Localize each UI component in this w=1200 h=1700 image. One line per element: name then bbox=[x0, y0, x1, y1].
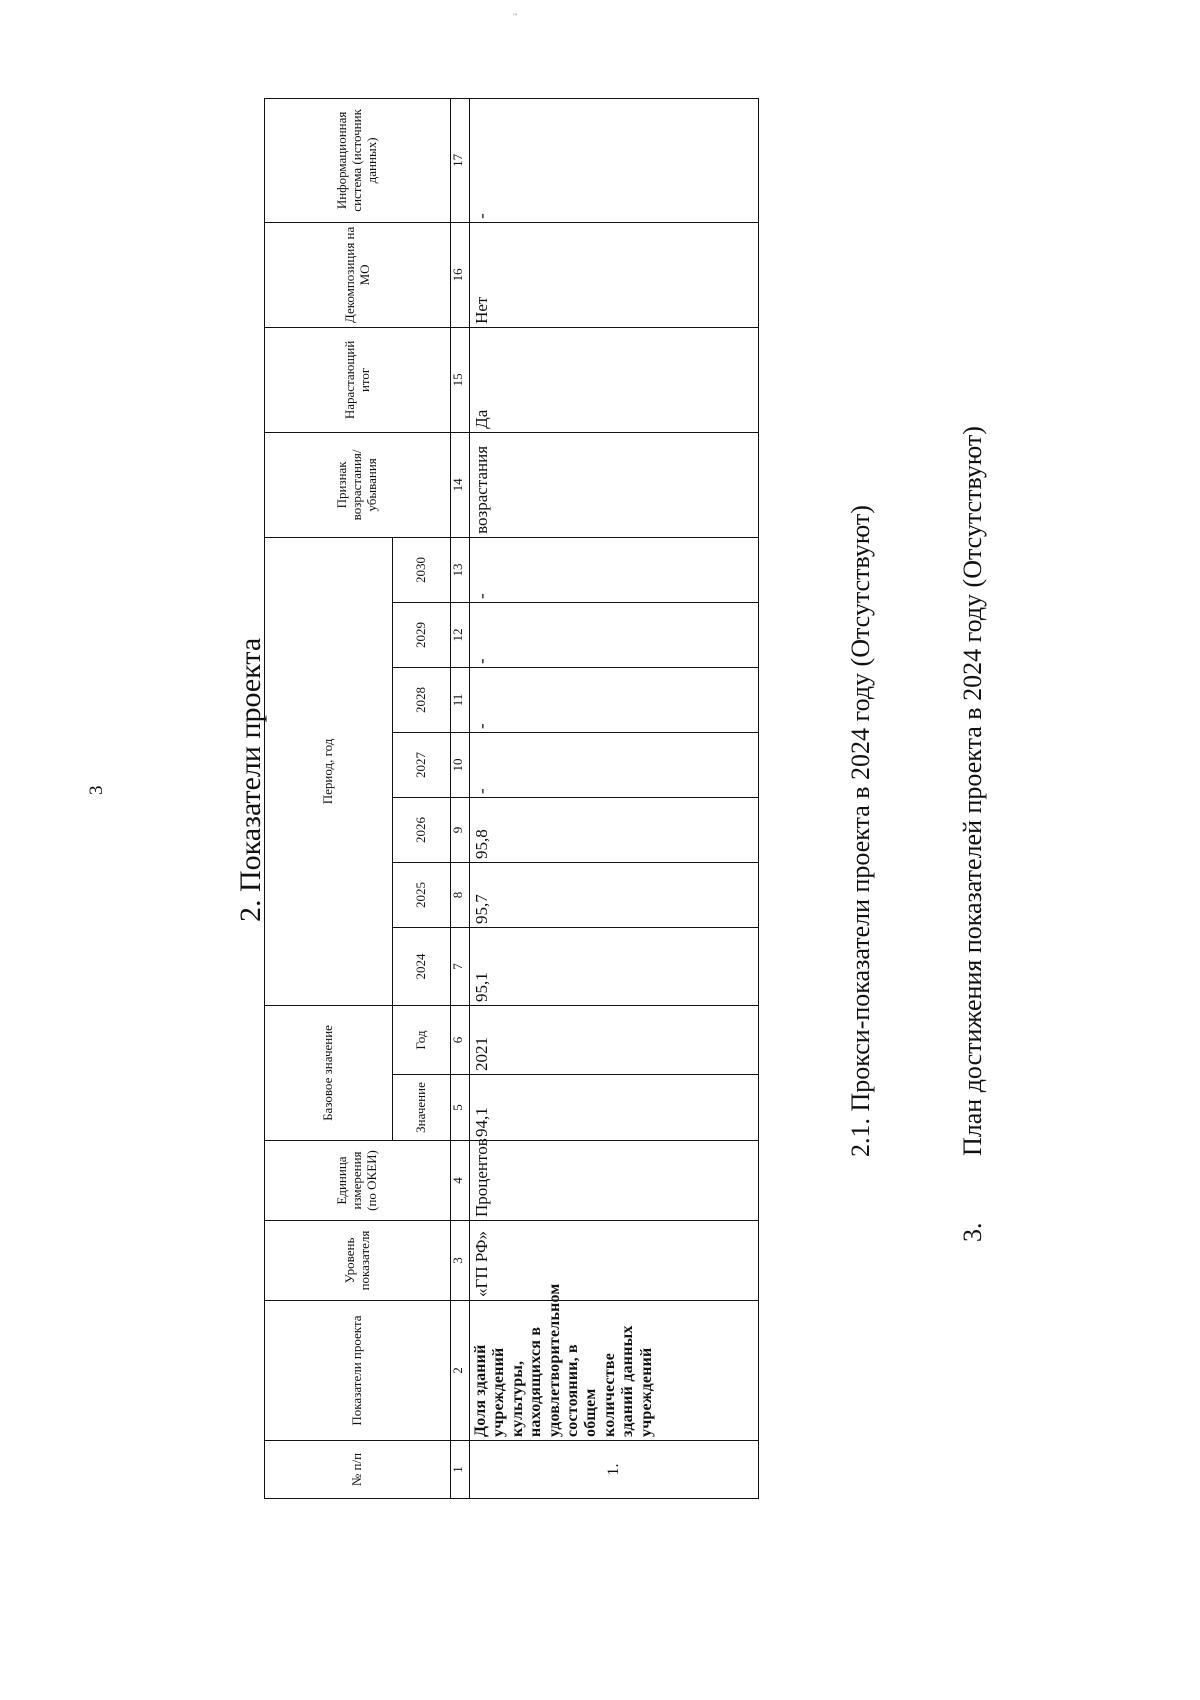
header-period: Период, год bbox=[265, 537, 393, 1005]
header-base-value: Значение bbox=[393, 1075, 451, 1141]
row-value-2025: 95,7 bbox=[470, 862, 759, 927]
row-num: 1. bbox=[470, 1441, 759, 1499]
header-trend: Признак возрастания/ убывания bbox=[265, 432, 451, 537]
header-year-2026: 2026 bbox=[393, 797, 451, 862]
indicators-table bbox=[264, 98, 759, 1499]
col-number: 6 bbox=[451, 1005, 470, 1074]
section-title: 2. Показатели проекта bbox=[234, 637, 267, 922]
section-3-number: 3. bbox=[958, 1222, 987, 1242]
col-number: 7 bbox=[451, 927, 470, 1005]
header-year-2028: 2028 bbox=[393, 667, 451, 732]
row-value-2028: - bbox=[470, 667, 759, 732]
col-number: 15 bbox=[451, 327, 470, 432]
header-year-2024: 2024 bbox=[393, 927, 451, 1005]
scan-speck: ''' bbox=[513, 12, 518, 21]
col-number: 17 bbox=[451, 98, 470, 222]
section-3-title: План достижения показателей проекта в 2024 году (Отсутствуют) bbox=[958, 426, 987, 1156]
row-indicator: Доля зданий учреждений культуры, находящихся в удовлетворительном состоянии, в общем количестве зданий данных учреждений bbox=[470, 1301, 759, 1441]
row-value-2024: 95,1 bbox=[470, 927, 759, 1005]
header-info-system: Информационная система (источник данных) bbox=[265, 98, 451, 222]
indicators-table-wrapper bbox=[264, 99, 759, 1499]
col-number: 4 bbox=[451, 1141, 470, 1221]
header-indicator: Показатели проекта bbox=[265, 1301, 451, 1441]
row-info-system: - bbox=[470, 98, 759, 222]
table-row bbox=[470, 98, 759, 1498]
header-decomposition: Декомпозиция на МО bbox=[265, 222, 451, 327]
column-numbers-row bbox=[451, 98, 470, 1498]
col-number: 16 bbox=[451, 222, 470, 327]
col-number: 2 bbox=[451, 1301, 470, 1441]
header-unit: Единица измерения (по ОКЕИ) bbox=[265, 1141, 451, 1221]
col-number: 5 bbox=[451, 1075, 470, 1141]
row-base-value: 94,1 bbox=[470, 1075, 759, 1141]
col-number: 8 bbox=[451, 862, 470, 927]
col-number: 11 bbox=[451, 667, 470, 732]
col-number: 14 bbox=[451, 432, 470, 537]
row-value-2030: - bbox=[470, 537, 759, 602]
col-number: 1 bbox=[451, 1441, 470, 1499]
col-number: 12 bbox=[451, 602, 470, 667]
header-year-2025: 2025 bbox=[393, 862, 451, 927]
row-cumulative: Да bbox=[470, 327, 759, 432]
row-unit: Процентов bbox=[470, 1141, 759, 1221]
row-decomposition: Нет bbox=[470, 222, 759, 327]
row-trend: возрастания bbox=[470, 432, 759, 537]
header-year-2029: 2029 bbox=[393, 602, 451, 667]
row-level: «ГП РФ» bbox=[470, 1221, 759, 1301]
header-year-2030: 2030 bbox=[393, 537, 451, 602]
header-num: № п/п bbox=[265, 1441, 451, 1499]
row-value-2029: - bbox=[470, 602, 759, 667]
header-year-2027: 2027 bbox=[393, 732, 451, 797]
col-number: 10 bbox=[451, 732, 470, 797]
subsection-2-1: 2.1. Прокси-показатели проекта в 2024 году (Отсутствуют) bbox=[846, 505, 875, 1157]
header-base: Базовое значение bbox=[265, 1005, 393, 1140]
row-value-2026: 95,8 bbox=[470, 797, 759, 862]
page-number: 3 bbox=[86, 785, 107, 795]
col-number: 9 bbox=[451, 797, 470, 862]
row-value-2027: - bbox=[470, 732, 759, 797]
header-level: Уровень показателя bbox=[265, 1221, 451, 1301]
row-base-year: 2021 bbox=[470, 1005, 759, 1074]
col-number: 13 bbox=[451, 537, 470, 602]
col-number: 3 bbox=[451, 1221, 470, 1301]
header-base-year: Год bbox=[393, 1005, 451, 1074]
header-cumulative: Нарастающий итог bbox=[265, 327, 451, 432]
